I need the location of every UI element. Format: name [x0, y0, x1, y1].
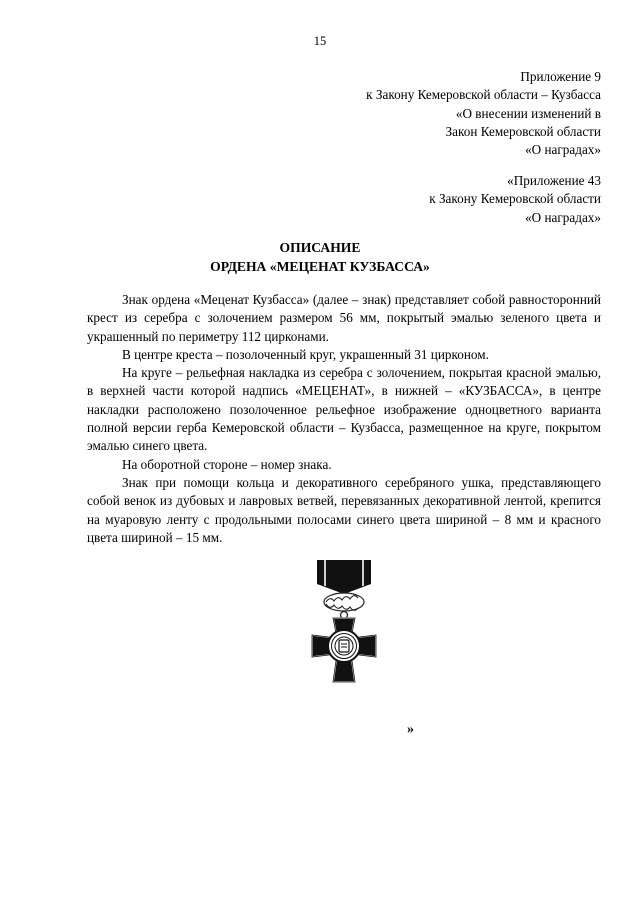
appendix-line: «Приложение 43 [507, 173, 601, 188]
title-line-2: ОРДЕНА «МЕЦЕНАТ КУЗБАССА» [210, 258, 430, 274]
paragraph: Знак при помощи кольца и декоративного серебряного ушка, представляющего собой венок из дубовых и лавровых ветвей, перевязанных декоративной лентой, крепится на муаровую ленту с продольными полосами синего цвета шириной – 8 мм и красного цвета шириной – 15 мм. [87, 474, 601, 545]
medal-svg [284, 558, 404, 708]
appendix-43-header [429, 172, 601, 227]
appendix-9-header [366, 68, 601, 159]
appendix-line: «О наградах» [525, 209, 601, 225]
appendix-line: «О внесении изменений в [455, 105, 601, 121]
appendix-line: Закон Кемеровской области [445, 123, 601, 139]
paragraph: В центре креста – позолоченный круг, украшенный 31 цирконом. [122, 346, 489, 362]
paragraph: На оборотной стороне – номер знака. [122, 456, 332, 472]
paragraph: Знак ордена «Меценат Кузбасса» (далее – знак) представляет собой равносторонний крест из серебра с золочением размером 56 мм, покрытый эмалью зеленого цвета и украшенный по периметру 112 цирконами. [87, 292, 601, 344]
description-body [87, 291, 601, 547]
title-line-1: ОПИСАНИЕ [279, 240, 361, 255]
closing-quote: » [407, 722, 414, 737]
order-cross-medal-image [284, 558, 404, 708]
cross-body [312, 618, 376, 682]
paragraph: На круге – рельефная накладка из серебра с золочением, покрытая красной эмалью, в верхней части которой надпись «МЕЦЕНАТ», в нижней – «КУЗБАССА», в центре накладки расположено позолоченное рельефное изображение одноцветного варианта полной версии герба Кемеровской области – Кузбасса, размещенное на круге, покрытом эмалью синего цвета. [87, 365, 601, 454]
appendix-line: к Закону Кемеровской области [429, 191, 601, 207]
appendix-line: «О наградах» [525, 142, 601, 158]
page-number: 15 [313, 34, 327, 48]
appendix-line: к Закону Кемеровской области – Кузбасса [366, 87, 601, 103]
document-title [0, 239, 640, 276]
appendix-line: Приложение 9 [520, 69, 601, 84]
